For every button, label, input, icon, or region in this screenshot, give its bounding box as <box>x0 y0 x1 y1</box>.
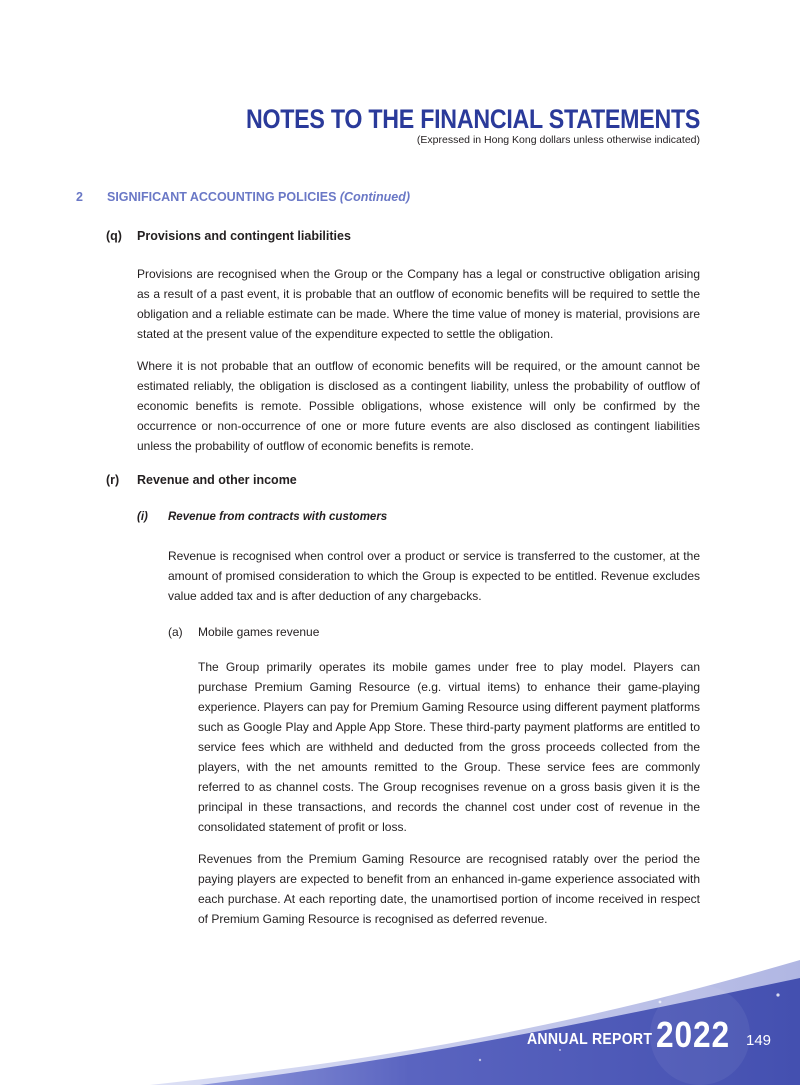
footer-year: 2022 <box>656 1014 731 1055</box>
subsection-title: Provisions and contingent liabilities <box>137 229 351 243</box>
paragraph-r-i: Revenue is recognised when control over a product or service is transferred to the customer, at the amount of promised consideration to which the Group is expected to be entitled. Revenue excludes value added tax and is after deduction of any chargebacks. <box>168 549 700 603</box>
footer-report-label: ANNUAL REPORT <box>527 1031 653 1048</box>
item-label: (a) <box>168 625 183 639</box>
subsection-heading-r <box>106 473 297 487</box>
section-number: 2 <box>76 190 83 204</box>
item-title: Mobile games revenue <box>198 625 320 639</box>
page-subtitle: (Expressed in Hong Kong dollars unless otherwise indicated) <box>416 134 700 146</box>
paragraph-q-2: Where it is not probable that an outflow of economic benefits will be required, or the amount cannot be estimated reliably, the obligation is disclosed as a contingent liability, unless the probability of outflow of economic benefits is remote. Possible obligations, whose existence will only be confirmed by the occurrence or non-occurrence of one or more future events are also disclosed as contingent liabilities unless the probability of outflow of economic benefits is remote. <box>137 359 700 453</box>
footer-wave-decoration <box>0 940 800 1085</box>
subsection-label: (r) <box>106 473 120 487</box>
subsubsection-label: (i) <box>137 511 148 523</box>
item-heading-a <box>168 625 319 639</box>
page-title: NOTES TO THE FINANCIAL STATEMENTS <box>245 104 700 134</box>
subsection-heading-q <box>106 229 351 243</box>
paragraph-a-2: Revenues from the Premium Gaming Resource are recognised ratably over the period the paying players are expected to benefit from an enhanced in-game experience associated with each purchase. At each reporting date, the unamortised portion of income received in respect of Premium Gaming Resource is recognised as deferred revenue. <box>198 852 700 926</box>
section-title: SIGNIFICANT ACCOUNTING POLICIES <box>107 190 337 204</box>
paragraph-a-1: The Group primarily operates its mobile games under free to play model. Players can purchase Premium Gaming Resource (e.g. virtual items) to enhance their game-playing experience. Players can pay for Premium Gaming Resource using different payment platforms such as Google Play and Apple App Store. These third-party payment platforms are entitled to service fees which are withheld and deducted from the gross proceeds collected from the players, with the net amounts remitted to the Group. These service fees are commonly referred to as channel costs. The Group recognises revenue on a gross basis given it is the principal in these transactions, and records the channel cost under cost of revenue in the consolidated statement of profit or loss. <box>198 660 700 834</box>
subsection-title: Revenue and other income <box>137 473 297 487</box>
section-continued: (Continued) <box>339 190 411 204</box>
page-number: 149 <box>746 1032 772 1049</box>
subsubsection-heading-i <box>137 511 387 523</box>
paragraph-q-1: Provisions are recognised when the Group or the Company has a legal or constructive obligation arising as a result of a past event, it is probable that an outflow of economic benefits will be required to settle the obligation and a reliable estimate can be made. Where the time value of money is material, provisions are stated at the present value of the expenditure expected to settle the obligation. <box>137 267 700 341</box>
subsubsection-title: Revenue from contracts with customers <box>168 511 388 523</box>
subsection-label: (q) <box>106 229 122 243</box>
section-heading <box>76 190 410 204</box>
